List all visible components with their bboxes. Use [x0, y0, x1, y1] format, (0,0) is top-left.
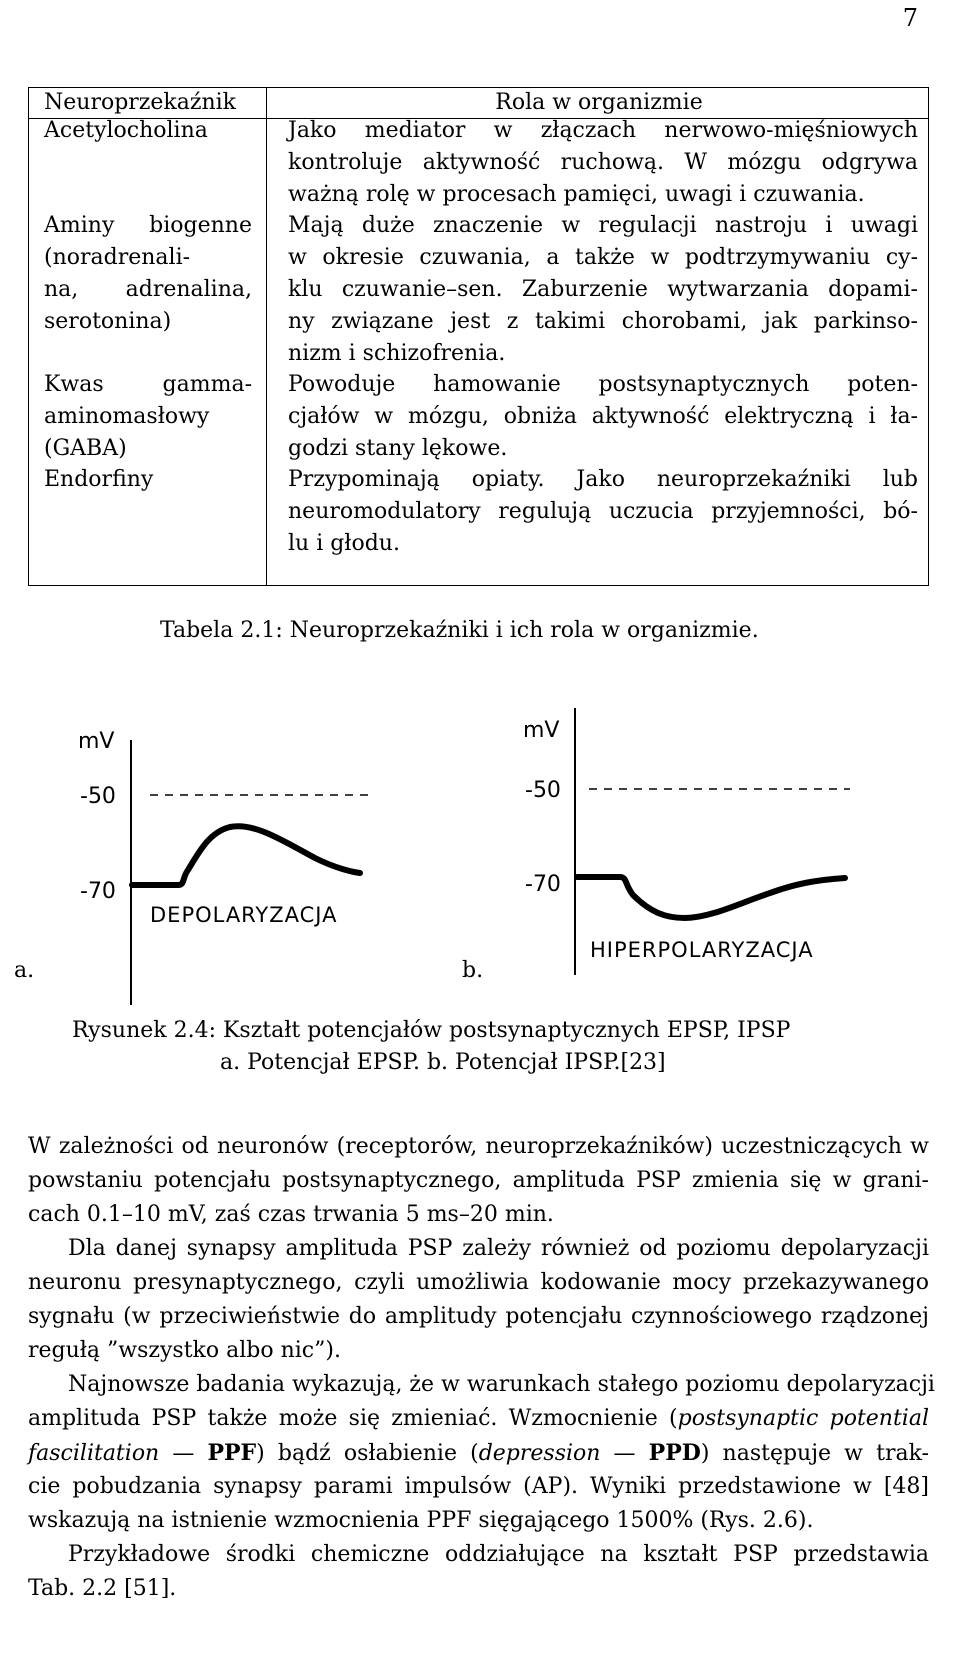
curve-label: HIPERPOLARYZACJA	[590, 938, 814, 962]
row-name-line: (noradrenali-	[44, 245, 191, 270]
text-line: amplituda PSP także może się zmieniać. Wzmocnienie (postsynaptic potential	[28, 1406, 929, 1431]
row-role-line: ważną rolę w procesach pamięci, uwagi i czuwania.	[288, 182, 865, 207]
text-line: Najnowsze badania wykazują, że w warunkach stałego poziomu depolaryzacji	[68, 1372, 935, 1397]
tick-label-high: -50	[80, 784, 116, 809]
table-caption: Tabela 2.1: Neuroprzekaźniki i ich rola w organizmie.	[160, 618, 759, 643]
table-header-neurotransmitter: Neuroprzekaźnik	[44, 90, 236, 115]
text-line: wskazują na istnienie wzmocnienia PPF sięgającego 1500% (Rys. 2.6).	[28, 1508, 814, 1533]
text-line: neuronu presynaptycznego, czyli umożliwia kodowanie mocy przekazywanego	[28, 1270, 929, 1295]
table-header-role: Rola w organizmie	[495, 90, 703, 115]
table-column-divider	[266, 88, 267, 585]
row-role-line: cjałów w mózgu, obniża aktywność elektryczną i ła-	[288, 404, 918, 429]
text-line: cach 0.1–10 mV, zaś czas trwania 5 ms–20 min.	[28, 1202, 554, 1227]
figure-caption-line1: Rysunek 2.4: Kształt potencjałów postsynaptycznych EPSP, IPSP	[72, 1018, 791, 1043]
ipsp-figure	[505, 700, 885, 990]
paragraph-1	[28, 1130, 929, 1232]
text-line: cie pobudzania synapsy parami impulsów (AP). Wyniki przedstawione w [48]	[28, 1474, 929, 1499]
row-role-line: nizm i schizofrenia.	[288, 341, 506, 366]
neurotransmitter-table	[28, 87, 929, 586]
row-role-line: Jako mediator w złączach nerwowo-mięśniowych	[288, 118, 918, 143]
row-name-line: aminomasłowy	[44, 404, 210, 429]
row-role-line: Przypominają opiaty. Jako neuroprzekaźniki lub	[288, 467, 918, 492]
epsp-figure	[60, 700, 400, 1020]
row-name-line: serotonina)	[44, 309, 172, 334]
row-name: Endorfiny	[44, 467, 154, 492]
row-role-line: w okresie czuwania, a także w podtrzymywaniu cy-	[288, 245, 918, 270]
epsp-curve	[132, 826, 360, 885]
text-line: Dla danej synapsy amplituda PSP zależy również od poziomu depolaryzacji	[68, 1236, 929, 1261]
text-line: sygnału (w przeciwieństwie do amplitudy potencjału czynnościowego rządzonej	[28, 1304, 929, 1329]
unit-label: mV	[523, 718, 560, 743]
panel-b-label: b.	[462, 958, 484, 983]
tick-label-high: -50	[525, 778, 561, 803]
row-name-line: Kwas gamma-	[44, 372, 252, 397]
text-line: regułą ”wszystko albo nic”).	[28, 1338, 341, 1363]
tick-label-low: -70	[80, 879, 116, 904]
text-line: powstaniu potencjału postsynaptycznego, amplituda PSP zmienia się w grani-	[28, 1168, 929, 1193]
row-role-line: lu i głodu.	[288, 531, 400, 556]
row-role-line: Mają duże znaczenie w regulacji nastroju i uwagi	[288, 213, 918, 238]
ipsp-curve	[577, 877, 845, 918]
figure-caption-line2: a. Potencjał EPSP. b. Potencjał IPSP.[23]	[220, 1050, 666, 1075]
tick-label-low: -70	[525, 872, 561, 897]
row-role-line: kontroluje aktywność ruchową. W mózgu odgrywa	[288, 150, 918, 175]
page-number: 7	[902, 4, 918, 32]
paragraph-3	[28, 1368, 935, 1538]
text-line: Przykładowe środki chemiczne oddziałujące na kształt PSP przedstawia	[68, 1542, 929, 1567]
unit-label: mV	[78, 729, 115, 754]
text-line: Tab. 2.2 [51].	[28, 1576, 177, 1601]
row-role-line: ny związane jest z takimi chorobami, jak parkinso-	[288, 309, 918, 334]
row-name: Acetylocholina	[44, 118, 208, 143]
row-name-line: Aminy biogenne	[44, 213, 252, 238]
curve-label: DEPOLARYZACJA	[150, 903, 338, 927]
row-role-line: klu czuwanie–sen. Zaburzenie wytwarzania dopami-	[288, 277, 918, 302]
text-line: fascilitation — PPF) bądź osłabienie (depression — PPD) następuje w trak-	[28, 1440, 929, 1466]
paragraph-4	[28, 1538, 929, 1606]
paragraph-2	[28, 1232, 929, 1368]
row-role-line: neuromodulatory regulują uczucia przyjemności, bó-	[288, 499, 918, 524]
text-line: W zależności od neuronów (receptorów, neuroprzekaźników) uczestniczących w	[28, 1134, 929, 1159]
row-role-line: godzi stany lękowe.	[288, 436, 508, 461]
row-role-line: Powoduje hamowanie postsynaptycznych poten-	[288, 372, 918, 397]
panel-a-label: a.	[14, 958, 35, 983]
row-name-line: na, adrenalina,	[44, 277, 252, 302]
row-name-line: (GABA)	[44, 436, 127, 461]
